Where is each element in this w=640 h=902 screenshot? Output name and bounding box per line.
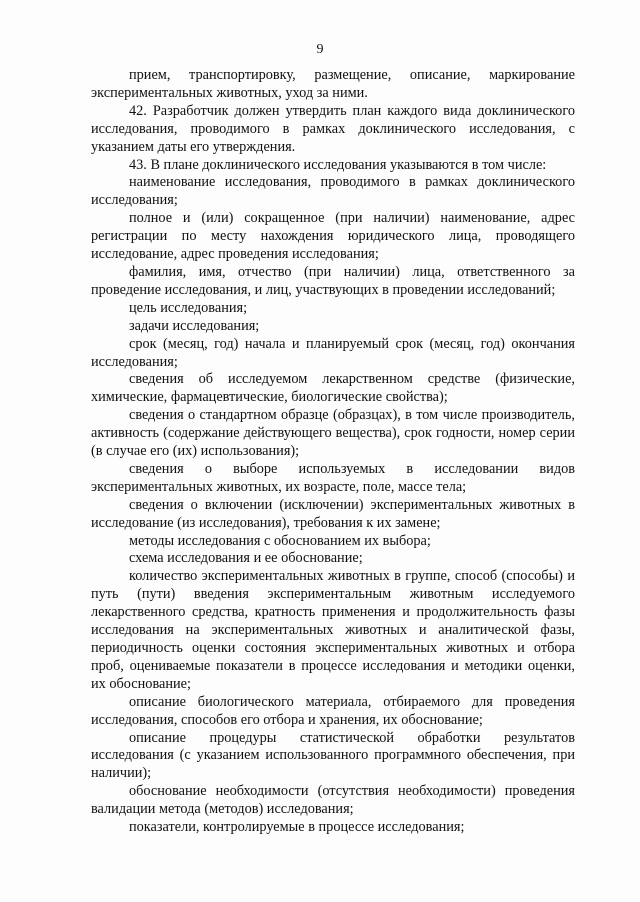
paragraph-1: прием, транспортировку, размещение, описание, маркирование экспериментальных животных, уход за ними. [91,67,575,101]
paragraph-18: описание процедуры статистической обработки результатов исследования (с указанием использованного программного обеспечения, при наличии); [91,729,575,782]
document-body [91,67,575,837]
paragraph-3: 43. В плане доклинического исследования указываются в том числе: [129,156,547,173]
page-number: 9 [316,42,324,57]
paragraph-9: срок (месяц, год) начала и планируемый срок (месяц, год) окончания исследования; [91,335,575,370]
paragraph-4: наименование исследования, проводимого в рамках доклинического исследования; [91,174,575,209]
paragraph-6: фамилия, имя, отчество (при наличии) лица, ответственного за проведение исследования, и лиц, участвующих в проведении исследований; [91,263,575,298]
paragraph-14: методы исследования с обоснованием их выбора; [129,532,431,549]
paragraph-2: 42. Разработчик должен утвердить план каждого вида доклинического исследования, проводимого в рамках доклинического исследования, с указанием даты его утверждения. [91,102,575,155]
paragraph-11: сведения о стандартном образце (образцах), в том числе производитель, активность (содержание действующего вещества), срок годности, номер серии (в случае его (их) использования); [91,407,575,460]
paragraph-7: цель исследования; [129,299,248,316]
paragraph-16: количество экспериментальных животных в группе, способ (способы) и путь (пути) введения экспериментальным животным исследуемого лекарственного средства, кратность применения и продолжительность фазы исследования на экспериментальных животных и аналитической фазы, периодичность оценки состояния экспериментальных животных и отбора проб, оцениваемые показатели в процессе исследования и методики оценки, их обоснование; [91,568,575,692]
paragraph-13: сведения о включении (исключении) экспериментальных животных в исследование (из исследования), требования к их замене; [91,496,575,531]
paragraph-12: сведения о выборе используемых в исследовании видов экспериментальных животных, их возрасте, поле, массе тела; [91,460,575,495]
paragraph-8: задачи исследования; [129,317,260,334]
paragraph-15: схема исследования и ее обоснование; [129,550,363,567]
paragraph-10: сведения об исследуемом лекарственном средстве (физические, химические, фармацевтические, биологические свойства); [91,371,575,406]
paragraph-19: обоснование необходимости (отсутствия необходимости) проведения валидации метода (методов) исследования; [91,783,575,818]
paragraph-17: описание биологического материала, отбираемого для проведения исследования, способов его отбора и хранения, их обоснование; [91,693,575,728]
paragraph-20: показатели, контролируемые в процессе исследования; [129,819,465,836]
paragraph-5: полное и (или) сокращенное (при наличии) наименование, адрес регистрации по месту нахождения юридического лица, проводящего исследование, адрес проведения исследования; [91,210,575,263]
